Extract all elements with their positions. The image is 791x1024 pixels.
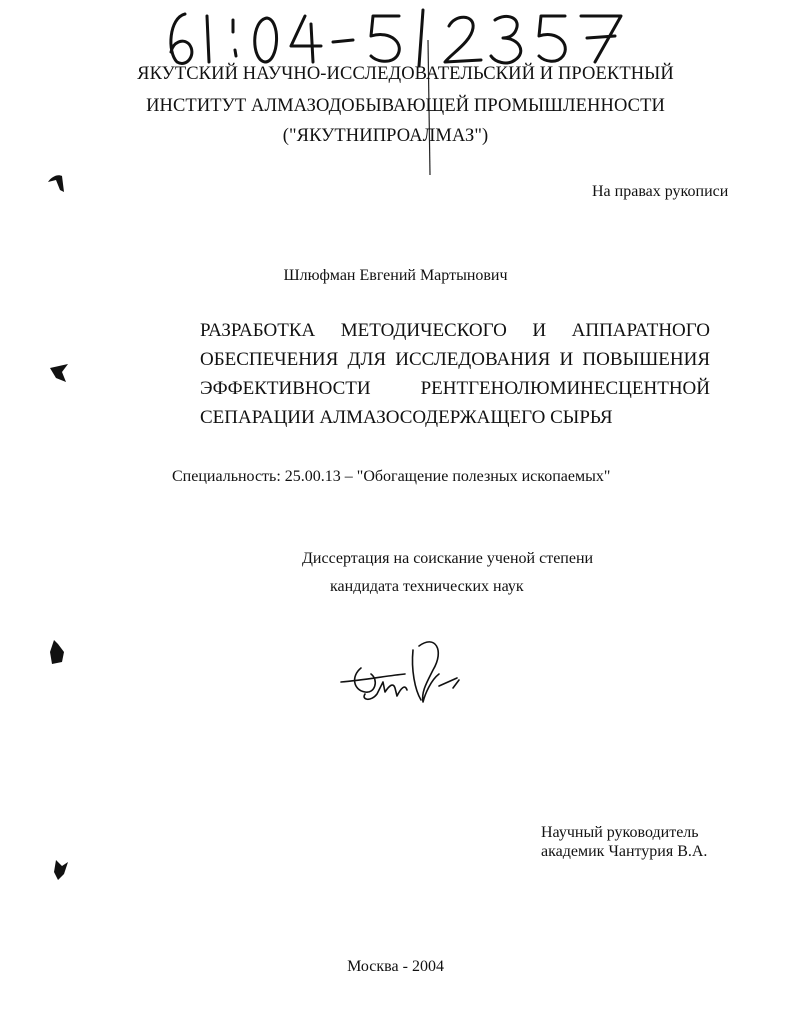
author-name: Шлюфман Евгений Мартынович xyxy=(283,267,508,284)
binding-hole-mark xyxy=(46,638,70,668)
supervisor-name: академик Чантурия В.А. xyxy=(541,843,708,860)
institute-abbreviation: ("ЯКУТНИПРОАЛМАЗ") xyxy=(282,126,489,146)
dissertation-title-line: ЭФФЕКТИВНОСТИ РЕНТГЕНОЛЮМИНЕСЦЕНТНОЙ xyxy=(200,378,710,399)
degree-statement-line-2: кандидата технических наук xyxy=(330,578,524,595)
binding-hole-mark xyxy=(50,856,74,884)
degree-statement-line-1: Диссертация на соискание ученой степени xyxy=(302,550,594,567)
institute-name-line-1: ЯКУТСКИЙ НАУЧНО-ИССЛЕДОВАТЕЛЬСКИЙ И ПРОЕКТНЫЙ xyxy=(137,64,674,84)
manuscript-rights-note: На правах рукописи xyxy=(592,183,729,200)
dissertation-title-line: РАЗРАБОТКА МЕТОДИЧЕСКОГО И АППАРАТНОГО xyxy=(200,320,710,341)
city-year: Москва - 2004 xyxy=(347,958,444,975)
dissertation-title-line: ОБЕСПЕЧЕНИЯ ДЛЯ ИССЛЕДОВАНИЯ И ПОВЫШЕНИЯ xyxy=(200,349,710,370)
handwritten-archive-number xyxy=(155,2,635,68)
binding-hole-mark xyxy=(48,360,72,386)
binding-hole-mark xyxy=(44,170,70,196)
dissertation-title-line: СЕПАРАЦИИ АЛМАЗОСОДЕРЖАЩЕГО СЫРЬЯ xyxy=(200,407,613,428)
author-signature xyxy=(335,630,470,710)
specialty: Специальность: 25.00.13 – "Обогащение полезных ископаемых" xyxy=(172,468,611,485)
supervisor-role: Научный руководитель xyxy=(541,824,699,841)
institute-name-line-2: ИНСТИТУТ АЛМАЗОДОБЫВАЮЩЕЙ ПРОМЫШЛЕННОСТИ xyxy=(146,96,665,116)
